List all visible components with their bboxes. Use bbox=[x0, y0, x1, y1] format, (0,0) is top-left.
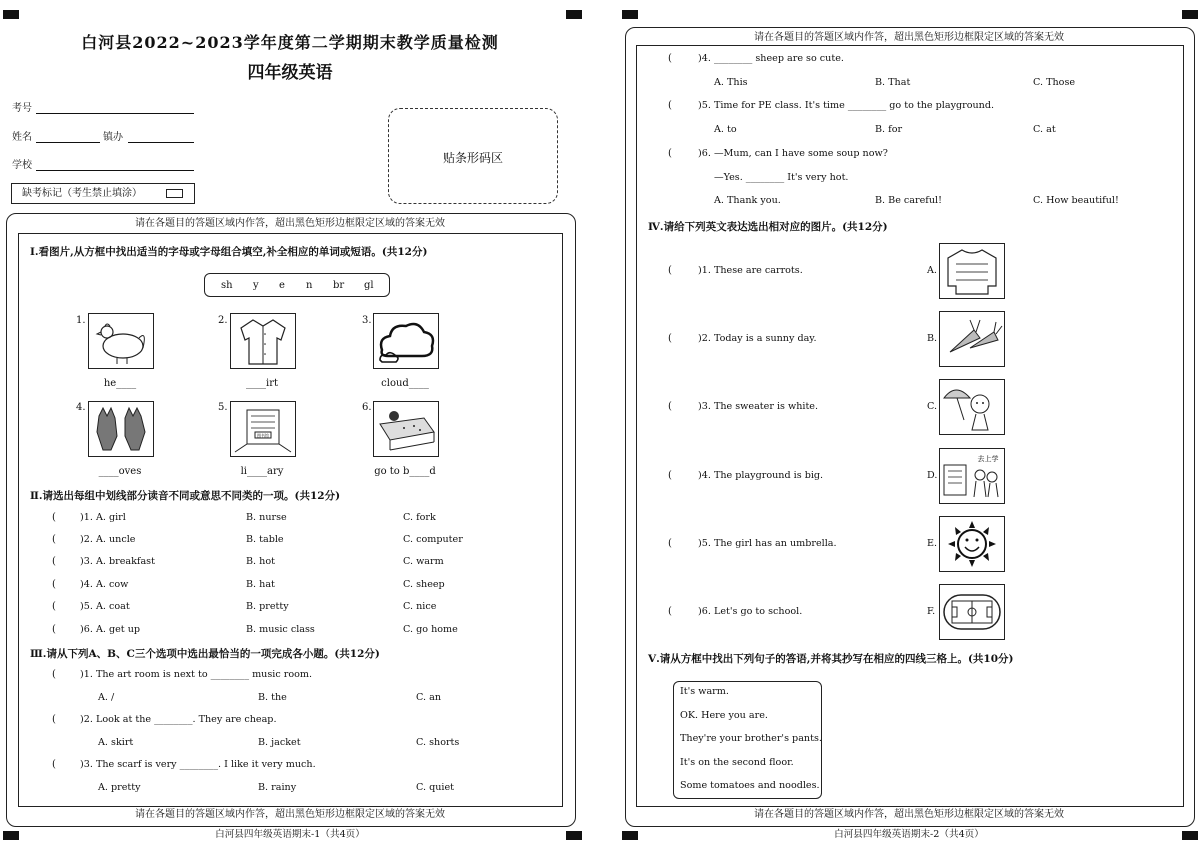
item-caption: ____oves bbox=[98, 466, 142, 477]
letter-option: gl bbox=[364, 280, 374, 291]
option-label: C. bbox=[927, 401, 938, 412]
corner-mark bbox=[566, 10, 582, 19]
question-text: )1. The art room is next to ________ music room. bbox=[80, 669, 313, 680]
choice-c: C. at bbox=[1033, 124, 1056, 135]
answer-choice: It's warm. bbox=[680, 686, 729, 697]
exam-title: 白河县2022~2023学年度第二学期期末教学质量检测 bbox=[81, 33, 499, 52]
answer-paren[interactable]: ( bbox=[52, 601, 56, 612]
exam-subtitle: 四年级英语 bbox=[247, 63, 333, 83]
gloves-icon bbox=[88, 401, 154, 457]
letter-option: y bbox=[253, 280, 259, 291]
choice-c: C. quiet bbox=[416, 782, 455, 793]
statement-text: )3. The sweater is white. bbox=[698, 401, 819, 412]
question-option-a: )4. A. cow bbox=[80, 579, 129, 590]
item-number: 3. bbox=[362, 315, 372, 326]
item-caption: he____ bbox=[103, 378, 137, 389]
absent-mark-box bbox=[11, 183, 195, 204]
item-number: 2. bbox=[218, 315, 228, 326]
item-caption: cloud____ bbox=[381, 378, 429, 389]
answer-paren[interactable]: ( bbox=[52, 579, 56, 590]
name-field[interactable] bbox=[36, 142, 100, 143]
question-option-c: C. fork bbox=[403, 512, 436, 523]
absent-checkbox[interactable] bbox=[166, 189, 183, 198]
library-icon bbox=[230, 401, 296, 457]
choice-b: B. the bbox=[258, 692, 287, 703]
item-caption: li____ary bbox=[240, 466, 284, 477]
corner-mark bbox=[1182, 10, 1198, 19]
sun-icon bbox=[939, 516, 1005, 572]
library-sign: 图书馆 bbox=[257, 433, 269, 438]
hen-icon bbox=[88, 313, 154, 369]
absent-label: 缺考标记（考生禁止填涂） bbox=[22, 188, 142, 199]
item-caption: ____irt bbox=[246, 378, 278, 389]
answer-paren[interactable]: ( bbox=[668, 100, 672, 111]
question-option-a: )1. A. girl bbox=[80, 512, 126, 523]
notice-bottom-left: 请在各题目的答题区域内作答，超出黑色矩形边框限定区域的答案无效 bbox=[135, 809, 445, 820]
statement-text: )4. The playground is big. bbox=[698, 470, 824, 481]
question-text: )3. The scarf is very ________. I like it very much. bbox=[80, 759, 316, 770]
choice-a: A. pretty bbox=[98, 782, 141, 793]
answer-paren[interactable]: ( bbox=[52, 624, 56, 635]
page-footer-1: 白河县四年级英语期末-1（共4页） bbox=[215, 829, 365, 840]
question-option-c: C. nice bbox=[403, 601, 437, 612]
playground-icon bbox=[939, 584, 1005, 640]
option-label: B. bbox=[927, 333, 938, 344]
name-label: 姓名 bbox=[12, 132, 32, 143]
question-option-c: C. warm bbox=[403, 556, 444, 567]
sweater-icon bbox=[939, 243, 1005, 299]
question-text: )4. ________ sheep are so cute. bbox=[698, 53, 844, 64]
letter-option: sh bbox=[221, 280, 233, 291]
question-option-b: B. pretty bbox=[246, 601, 289, 612]
item-number: 6. bbox=[362, 402, 372, 413]
answer-choice: They're your brother's pants. bbox=[680, 733, 822, 744]
choice-b: B. rainy bbox=[258, 782, 297, 793]
question-text: )2. Look at the ________. They are cheap. bbox=[80, 714, 277, 725]
section-2-title: Ⅱ.请选出每组中划线部分读音不同或意思不同类的一项。(共12分) bbox=[30, 490, 341, 502]
answer-paren[interactable]: ( bbox=[668, 53, 672, 64]
answer-paren[interactable]: ( bbox=[52, 534, 56, 545]
section-3-title: Ⅲ.请从下列A、B、C三个选项中选出最恰当的一项完成各小题。(共12分) bbox=[30, 648, 380, 660]
question-option-c: C. computer bbox=[403, 534, 463, 545]
question-text: )5. Time for PE class. It's time ________ go to the playground. bbox=[698, 100, 995, 111]
option-label: A. bbox=[927, 265, 937, 276]
choice-b: B. jacket bbox=[258, 737, 301, 748]
item-number: 1. bbox=[76, 315, 86, 326]
letter-box bbox=[204, 273, 390, 297]
option-label: E. bbox=[927, 538, 938, 549]
bed-icon bbox=[373, 401, 439, 457]
answer-paren[interactable]: ( bbox=[52, 759, 56, 770]
choice-c: C. an bbox=[416, 692, 441, 703]
answer-paren[interactable]: ( bbox=[52, 669, 56, 680]
answer-paren[interactable]: ( bbox=[668, 148, 672, 159]
school-label: 学校 bbox=[12, 160, 32, 171]
choice-b: B. Be careful! bbox=[875, 195, 942, 206]
item-caption: go to b____d bbox=[374, 466, 436, 477]
choice-b: B. for bbox=[875, 124, 903, 135]
answer-choice: Some tomatoes and noodles. bbox=[680, 780, 820, 791]
choice-c: C. Those bbox=[1033, 77, 1076, 88]
notice-bottom-right: 请在各题目的答题区域内作答，超出黑色矩形边框限定区域的答案无效 bbox=[754, 809, 1064, 820]
choice-c: C. shorts bbox=[416, 737, 460, 748]
answer-paren[interactable]: ( bbox=[668, 401, 672, 412]
choice-b: B. That bbox=[875, 77, 911, 88]
notice-top-right: 请在各题目的答题区域内作答，超出黑色矩形边框限定区域的答案无效 bbox=[754, 32, 1064, 43]
page-footer-2: 白河县四年级英语期末-2（共4页） bbox=[834, 829, 984, 840]
choice-a: A. This bbox=[714, 77, 748, 88]
option-label: D. bbox=[927, 470, 938, 481]
question-text-2: —Yes. ________ It's very hot. bbox=[714, 172, 849, 183]
question-option-b: B. table bbox=[246, 534, 284, 545]
town-field[interactable] bbox=[128, 142, 194, 143]
school-icon bbox=[939, 448, 1005, 504]
exam-no-field[interactable] bbox=[36, 113, 194, 114]
answer-paren[interactable]: ( bbox=[668, 606, 672, 617]
section-5-title: Ⅴ.请从方框中找出下列句子的答语,并将其抄写在相应的四线三格上。(共10分) bbox=[648, 653, 1014, 665]
question-option-a: )5. A. coat bbox=[80, 601, 130, 612]
cloud-icon bbox=[373, 313, 439, 369]
question-option-b: B. hat bbox=[246, 579, 275, 590]
statement-text: )5. The girl has an umbrella. bbox=[698, 538, 837, 549]
question-option-a: )6. A. get up bbox=[80, 624, 141, 635]
answer-choice: It's on the second floor. bbox=[680, 757, 794, 768]
answer-paren[interactable]: ( bbox=[52, 512, 56, 523]
town-label: 镇办 bbox=[103, 132, 123, 143]
choice-a: A. Thank you. bbox=[714, 195, 781, 206]
corner-mark bbox=[622, 10, 638, 19]
exam-no-label: 考号 bbox=[12, 103, 32, 114]
answer-paren[interactable]: ( bbox=[668, 470, 672, 481]
statement-text: )2. Today is a sunny day. bbox=[698, 333, 817, 344]
notice-top-left: 请在各题目的答题区域内作答，超出黑色矩形边框限定区域的答案无效 bbox=[135, 218, 445, 229]
answer-choice: OK. Here you are. bbox=[680, 710, 768, 721]
answer-paren[interactable]: ( bbox=[52, 556, 56, 567]
corner-mark bbox=[3, 10, 19, 19]
school-sign: 去上学 bbox=[977, 455, 999, 463]
question-option-c: C. go home bbox=[403, 624, 458, 635]
statement-text: )1. These are carrots. bbox=[698, 265, 803, 276]
answer-paren[interactable]: ( bbox=[52, 714, 56, 725]
question-option-a: )2. A. uncle bbox=[80, 534, 136, 545]
umbrella-girl-icon bbox=[939, 379, 1005, 435]
shirt-icon bbox=[230, 313, 296, 369]
statement-text: )6. Let's go to school. bbox=[698, 606, 803, 617]
question-option-b: B. hot bbox=[246, 556, 275, 567]
answer-paren[interactable]: ( bbox=[668, 333, 672, 344]
item-number: 4. bbox=[76, 402, 86, 413]
choice-c: C. How beautiful! bbox=[1033, 195, 1119, 206]
barcode-label: 贴条形码区 bbox=[442, 151, 503, 165]
answer-paren[interactable]: ( bbox=[668, 538, 672, 549]
question-option-b: B. nurse bbox=[246, 512, 287, 523]
carrot-icon bbox=[939, 311, 1005, 367]
letter-option: br bbox=[333, 280, 345, 291]
section-4-title: Ⅳ.请给下列英文表达选出相对应的图片。(共12分) bbox=[648, 221, 888, 233]
question-option-a: )3. A. breakfast bbox=[80, 556, 155, 567]
letter-option: e bbox=[279, 280, 285, 291]
letter-option: n bbox=[306, 280, 313, 291]
choice-a: A. to bbox=[714, 124, 737, 135]
school-field[interactable] bbox=[36, 170, 194, 171]
section-1-title: Ⅰ.看图片,从方框中找出适当的字母或字母组合填空,补全相应的单词或短语。(共12分) bbox=[30, 246, 428, 258]
question-option-c: C. sheep bbox=[403, 579, 445, 590]
barcode-area bbox=[388, 108, 558, 204]
choice-a: A. skirt bbox=[98, 737, 134, 748]
question-text: )6. —Mum, can I have some soup now? bbox=[698, 148, 888, 159]
choice-a: A. / bbox=[98, 692, 115, 703]
option-label: F. bbox=[927, 606, 936, 617]
item-number: 5. bbox=[218, 402, 228, 413]
question-option-b: B. music class bbox=[246, 624, 315, 635]
answer-paren[interactable]: ( bbox=[668, 265, 672, 276]
